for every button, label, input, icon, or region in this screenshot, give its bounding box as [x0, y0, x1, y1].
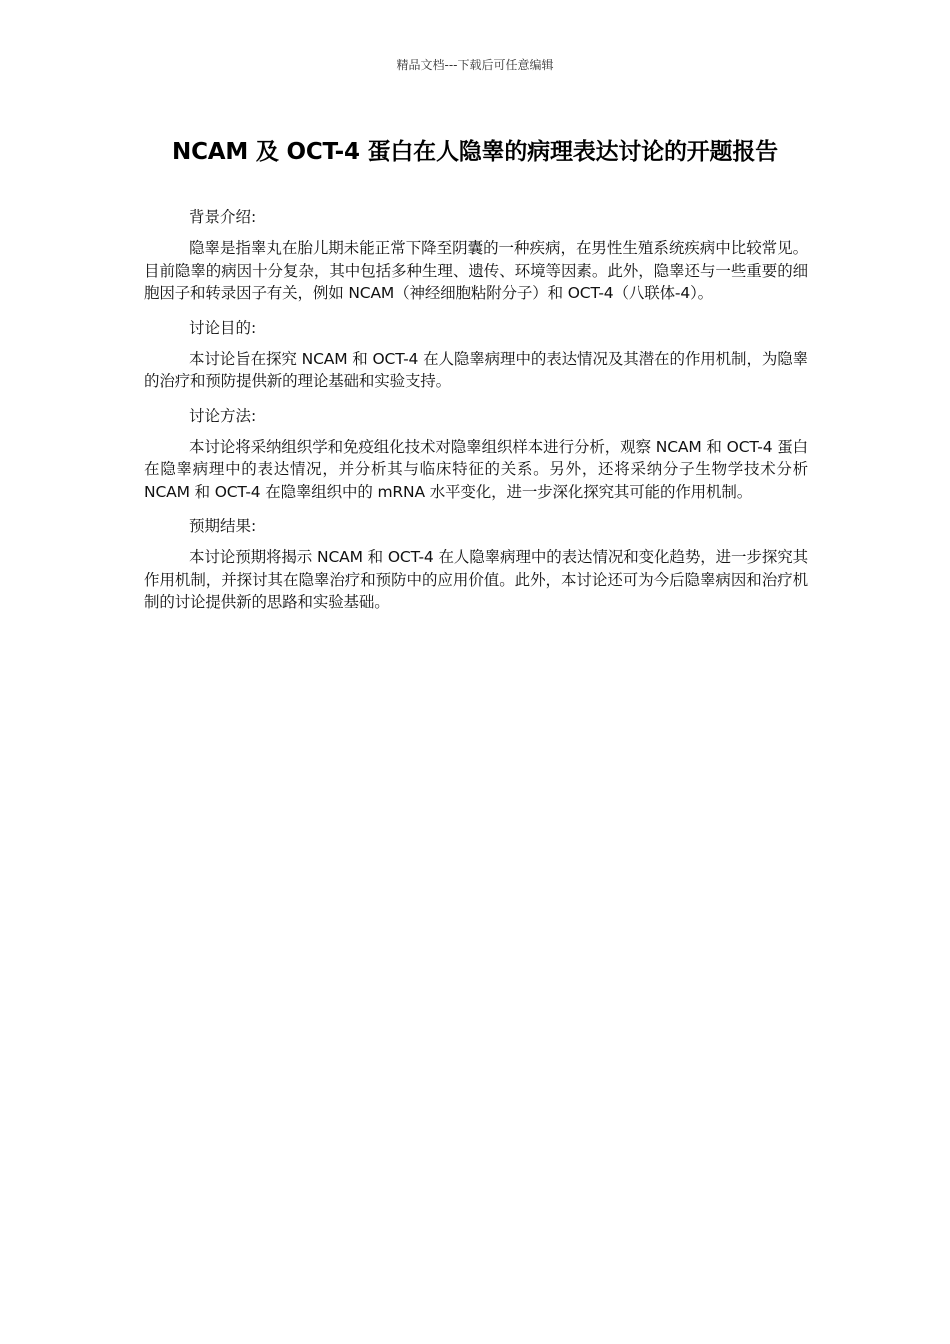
- section-heading: 讨论目的:: [189, 318, 257, 337]
- document-body: [144, 206, 808, 626]
- section-background: [144, 206, 808, 305]
- section-heading: 背景介绍:: [189, 208, 257, 226]
- section-heading: 讨论方法:: [189, 406, 257, 425]
- section-paragraph: 本讨论将采纳组织学和免疫组化技术对隐睾组织样本进行分析，观察 NCAM 和 OCT-4 蛋白在隐睾病理中的表达情况，并分析其与临床特征的关系。另外，还将采纳分子生物学技术分析 NCAM 和 OCT-4 在隐睾组织中的 mRNA 水平变化，进一步深化探究其可能的作用机制。: [144, 437, 808, 501]
- section-heading: 预期结果:: [189, 517, 257, 535]
- section-paragraph: 本讨论预期将揭示 NCAM 和 OCT-4 在人隐睾病理中的表达情况和变化趋势，进一步探究其作用机制，并探讨其在隐睾治疗和预防中的应用价值。此外，本讨论还可为今后隐睾病因和治疗机制的讨论提供新的思路和实验基础。: [144, 548, 808, 611]
- section-purpose: [144, 317, 808, 393]
- header-note: 精品文档---下载后可任意编辑: [396, 58, 554, 72]
- section-expected-results: [144, 515, 808, 614]
- section-paragraph: 隐睾是指睾丸在胎儿期未能正常下降至阴囊的一种疾病，在男性生殖系统疾病中比较常见。目前隐睾的病因十分复杂，其中包括多种生理、遗传、环境等因素。此外，隐睾还与一些重要的细胞因子和转录因子有关，例如 NCAM（神经细胞粘附分子）和 OCT-4（八联体-4）。: [144, 239, 808, 302]
- section-methods: [144, 405, 808, 504]
- section-paragraph: 本讨论旨在探究 NCAM 和 OCT-4 在人隐睾病理中的表达情况及其潜在的作用机制，为隐睾的治疗和预防提供新的理论基础和实验支持。: [144, 349, 808, 390]
- document-title: NCAM 及 OCT-4 蛋白在人隐睾的病理表达讨论的开题报告: [172, 139, 778, 165]
